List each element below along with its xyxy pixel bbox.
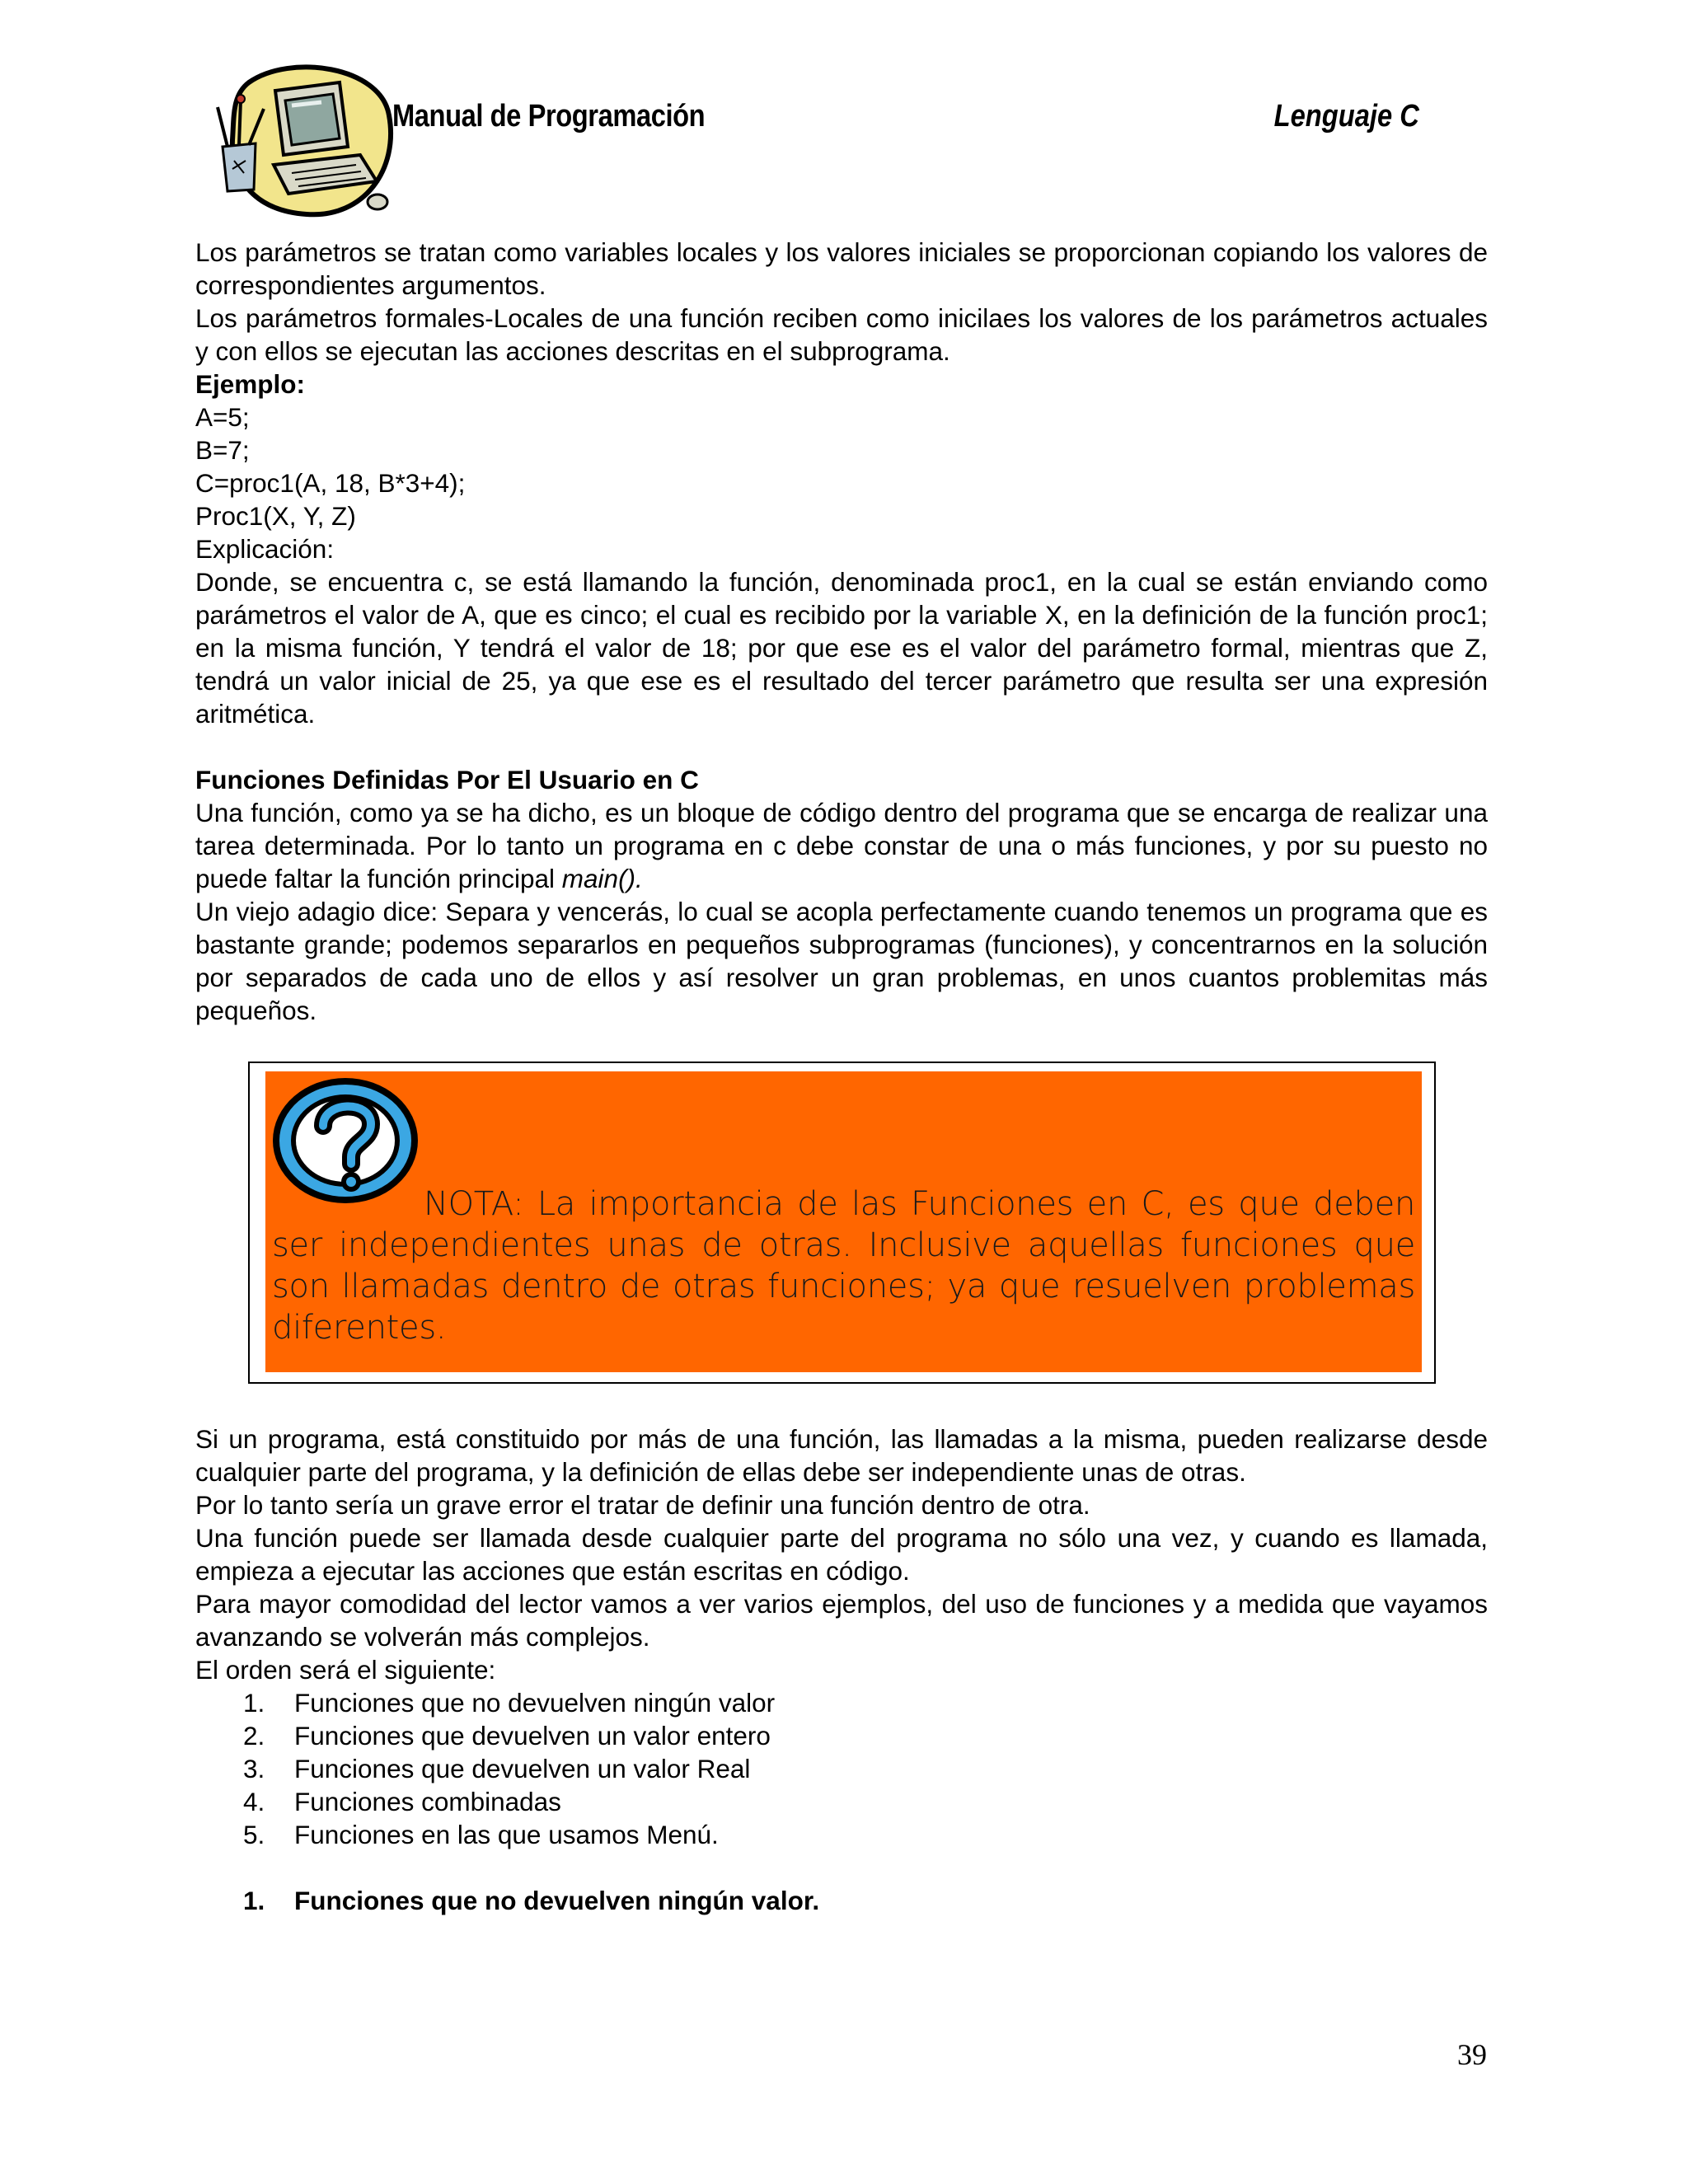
code-line: Proc1(X, Y, Z) [195, 501, 356, 531]
paragraph: Para mayor comodidad del lector vamos a ver varios ejemplos, del uso de funciones y a medida que vayamos avanzando se volverán más complejos. [195, 1589, 1488, 1652]
example-label: Ejemplo: [195, 369, 306, 399]
paragraph-text: Una función, como ya se ha dicho, es un bloque de código dentro del programa que se encarga de realizar una tarea determinada. Por lo tanto un programa en c debe constar de una o más funciones, y por su puesto no puede faltar la función principal [195, 798, 1488, 893]
paragraph: Los parámetros se tratan como variables locales y los valores iniciales se proporcionan copiando los valores de correspondientes argumentos. [195, 237, 1488, 300]
main-function-name: main(). [561, 864, 643, 893]
list-number: 5. [243, 1820, 265, 1849]
list-item-text: Funciones que devuelven un valor Real [294, 1754, 751, 1783]
code-line: C=proc1(A, 18, B*3+4); [195, 468, 466, 498]
section-heading: Funciones Definidas Por El Usuario en C [195, 765, 699, 794]
paragraph: El orden será el siguiente: [195, 1655, 496, 1685]
page-header [216, 58, 1419, 223]
list-number: 4. [243, 1787, 265, 1816]
list-item [195, 1719, 1488, 1752]
list-item [195, 1818, 1488, 1851]
list-number: 1. [243, 1688, 265, 1718]
list-item-text: Funciones en las que usamos Menú. [294, 1820, 719, 1849]
language-title: Lenguaje C [1273, 99, 1419, 134]
list-item [195, 1752, 1488, 1785]
list-number: 3. [243, 1754, 265, 1783]
heading-text: Funciones que no devuelven ningún valor. [294, 1886, 820, 1915]
code-line: A=5; [195, 402, 250, 432]
list-item-text: Funciones que devuelven un valor entero [294, 1721, 771, 1750]
subsection-heading [195, 1884, 1488, 1917]
page-number: 39 [1457, 2038, 1487, 2071]
paragraph: Por lo tanto sería un grave error el tratar de definir una función dentro de otra. [195, 1490, 1090, 1520]
explanation-label: Explicación: [195, 534, 335, 564]
code-line: B=7; [195, 435, 250, 465]
paragraph: Si un programa, está constituido por más de una función, las llamadas a la misma, pueden realizarse desde cualquier parte del programa, y la definición de ellas debe ser independiente unas de otras. [195, 1424, 1488, 1487]
paragraph: Una función puede ser llamada desde cualquier parte del programa no sólo una vez, y cuando es llamada, empieza a ejecutar las acciones que están escritas en código. [195, 1523, 1488, 1586]
paragraph: Un viejo adagio dice: Separa y vencerás, lo cual se acopla perfectamente cuando tenemos un programa que es bastante grande; podemos separarlos en pequeños subprogramas (funciones), y concentrarnos en la solución por separados de cada uno de ellos y así resolver un gran problemas, en unos cuantos problemitas más pequeños. [195, 897, 1488, 1025]
paragraph [195, 796, 1488, 895]
main-content [195, 236, 1488, 1027]
heading-number: 1. [243, 1886, 265, 1915]
list-number: 2. [243, 1721, 265, 1750]
computer-clipart-icon [216, 58, 397, 223]
manual-title: Manual de Programación [392, 99, 706, 134]
explanation-paragraph: Donde, se encuentra c, se está llamando la función, denominada proc1, en la cual se están enviando como parámetros el valor de A, que es cinco; el cual es recibido por la variable X, en la definición de la función proc1; en la misma función, Y tendrá el valor de 18; por que ese es el valor del parámetro formal, mientras que Z, tendrá un valor inicial de 25, ya que ese es el resultado del tercer parámetro que resulta ser una expresión aritmética. [195, 567, 1488, 729]
ordered-list [195, 1686, 1488, 1851]
list-item-text: Funciones combinadas [294, 1787, 561, 1816]
lower-content [195, 1422, 1488, 1917]
list-item [195, 1686, 1488, 1719]
list-item [195, 1785, 1488, 1818]
paragraph: Los parámetros formales-Locales de una función reciben como inicilaes los valores de los parámetros actuales y con ellos se ejecutan las acciones descritas en el subprograma. [195, 303, 1488, 366]
list-item-text: Funciones que no devuelven ningún valor [294, 1688, 776, 1718]
note-box [265, 1071, 1422, 1372]
note-text: NOTA: La importancia de las Funciones en C, es que deben ser independientes unas de otras. Inclusive aquellas funciones que son llamadas dentro de otras funciones; ya que resuelven problemas diferentes. [272, 1185, 1415, 1347]
